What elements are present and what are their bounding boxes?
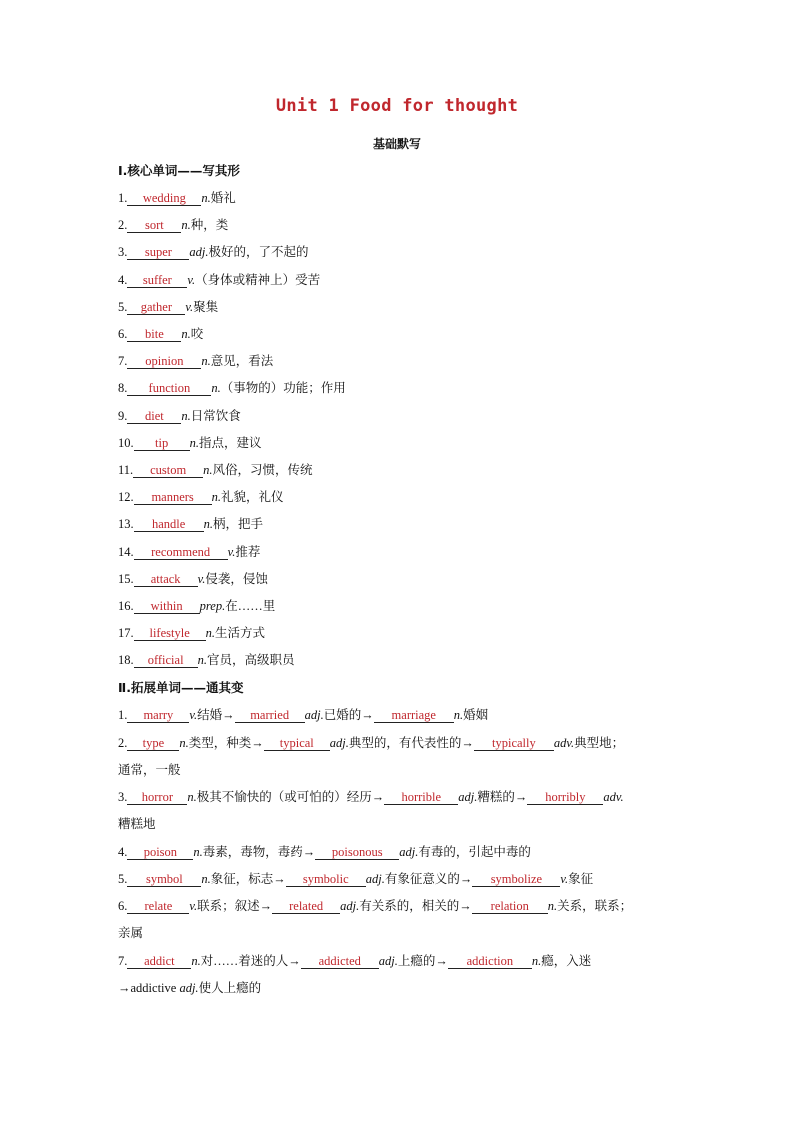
- core-word-item: [118, 324, 203, 342]
- definition: 极其不愉快的（或可怕的）经历→: [196, 790, 385, 804]
- core-word-item: [118, 650, 295, 668]
- part-of-speech: adj.: [179, 981, 199, 995]
- core-word-item: [118, 542, 260, 560]
- extended-item-1: [118, 705, 488, 723]
- definition: 极好的，了不起的: [208, 245, 309, 259]
- part-of-speech: n.: [201, 872, 211, 886]
- definition: 种，类: [190, 218, 229, 232]
- definition: 咬: [190, 327, 204, 341]
- definition: 关系，联系；: [557, 899, 633, 913]
- part-of-speech: n.: [193, 845, 203, 859]
- definition: 毒素，毒物，毒药→: [202, 845, 316, 859]
- part-of-speech: adv.: [603, 790, 624, 804]
- item-number: 6.: [118, 899, 128, 913]
- core-word-item: [118, 460, 313, 478]
- part-of-speech: n.: [181, 218, 191, 232]
- item-number: 14.: [118, 545, 134, 559]
- definition: 生活方式: [215, 626, 266, 640]
- answer-blank: diet: [127, 409, 181, 424]
- part-of-speech: adj.: [329, 736, 349, 750]
- core-word-item: [118, 514, 263, 532]
- answer-blank: handle: [134, 517, 204, 532]
- part-of-speech: v.: [560, 872, 569, 886]
- definition: 瘾，入迷: [541, 954, 592, 968]
- part-of-speech: adj.: [399, 845, 419, 859]
- answer-blank: addicted: [301, 954, 379, 969]
- extended-item-4: [118, 842, 531, 860]
- answer-blank: attack: [134, 572, 198, 587]
- answer-blank: typically: [474, 736, 554, 751]
- item-number: 9.: [118, 409, 128, 423]
- definition: 已婚的→: [323, 708, 374, 722]
- answer-blank: sort: [127, 218, 181, 233]
- answer-blank: horror: [127, 790, 187, 805]
- answer-blank: wedding: [127, 191, 201, 206]
- part-of-speech: adj.: [340, 899, 360, 913]
- extended-item-6: [118, 896, 632, 914]
- part-of-speech: n.: [191, 954, 201, 968]
- part-of-speech: adj.: [458, 790, 478, 804]
- part-of-speech: n.: [197, 653, 207, 667]
- part-of-speech: n.: [201, 354, 211, 368]
- part-of-speech: v.: [189, 899, 198, 913]
- part-of-speech: n.: [531, 954, 542, 968]
- part-of-speech: n.: [181, 409, 191, 423]
- core-word-item: [118, 242, 309, 260]
- extended-item-3: [118, 787, 624, 805]
- answer-blank: within: [134, 599, 200, 614]
- definition: 象征，标志→: [210, 872, 286, 886]
- part-of-speech: v.: [197, 572, 206, 586]
- answer-blank: poisonous: [315, 845, 399, 860]
- definition: 有毒的，引起中毒的: [418, 845, 531, 859]
- core-word-item: [118, 270, 320, 288]
- item-number: 8.: [118, 381, 128, 395]
- extended-item-3-continued: 糟糕地: [118, 817, 156, 831]
- extended-item-6-continued: 亲属: [118, 926, 144, 940]
- answer-blank: related: [272, 899, 340, 914]
- part-of-speech: adj.: [304, 708, 324, 722]
- item-number: 15.: [118, 572, 134, 586]
- item-number: 17.: [118, 626, 134, 640]
- core-word-item: [118, 406, 241, 424]
- part-of-speech: n.: [201, 191, 211, 205]
- item-number: 7.: [118, 354, 128, 368]
- part-of-speech: n.: [189, 436, 199, 450]
- answer-blank: tip: [134, 436, 190, 451]
- part-of-speech: n.: [187, 790, 197, 804]
- answer-blank: horrible: [384, 790, 458, 805]
- core-word-item: [118, 433, 262, 451]
- answer-blank: poison: [127, 845, 193, 860]
- definition: 婚姻: [463, 708, 489, 722]
- extended-item-5: [118, 869, 593, 887]
- definition: 对……着迷的人→: [200, 954, 301, 968]
- answer-blank: symbol: [127, 872, 201, 887]
- item-number: 16.: [118, 599, 134, 613]
- definition: 结婚→: [197, 708, 235, 722]
- core-word-item: [118, 215, 228, 233]
- answer-blank: suffer: [127, 273, 187, 288]
- answer-blank: super: [127, 245, 189, 260]
- item-number: 3.: [118, 790, 128, 804]
- answer-blank: addiction: [448, 954, 532, 969]
- core-word-item: [118, 378, 346, 396]
- answer-blank: marry: [127, 708, 189, 723]
- item-number: 10.: [118, 436, 134, 450]
- answer-blank: bite: [127, 327, 181, 342]
- page-title: Unit 1 Food for thought: [275, 96, 519, 116]
- item-number: 18.: [118, 653, 134, 667]
- definition: 柄，把手: [213, 517, 264, 531]
- item-number: 3.: [118, 245, 128, 259]
- definition: 礼貌，礼仪: [221, 490, 284, 504]
- definition: 糟糕的→: [477, 790, 528, 804]
- part-of-speech: n.: [203, 463, 213, 477]
- item-number: 4.: [118, 845, 128, 859]
- part-of-speech: n.: [547, 899, 558, 913]
- answer-blank: horribly: [527, 790, 603, 805]
- part-of-speech: n.: [203, 517, 213, 531]
- part-of-speech: v.: [227, 545, 236, 559]
- part-of-speech: adv.: [553, 736, 575, 750]
- answer-blank: symbolic: [286, 872, 366, 887]
- part-of-speech: n.: [205, 626, 215, 640]
- answer-blank: marriage: [374, 708, 454, 723]
- core-word-item: [118, 596, 275, 614]
- item-number: 13.: [118, 517, 134, 531]
- item-number: 2.: [118, 736, 128, 750]
- answer-blank: addict: [127, 954, 191, 969]
- part-of-speech: adj.: [189, 245, 209, 259]
- extended-item-7-continued: [118, 978, 261, 996]
- part-of-speech: v.: [189, 708, 198, 722]
- item-number: 4.: [118, 273, 128, 287]
- part-of-speech: n.: [181, 327, 191, 341]
- item-number: 5.: [118, 872, 128, 886]
- part-of-speech: n.: [453, 708, 464, 722]
- answer-blank: custom: [133, 463, 203, 478]
- definition: 官员，高级职员: [207, 653, 295, 667]
- definition: 上瘾的→: [397, 954, 448, 968]
- answer-blank: manners: [134, 490, 212, 505]
- definition: 聚集: [193, 300, 219, 314]
- definition: 典型地；: [574, 736, 625, 750]
- definition: 在……里: [225, 599, 276, 613]
- core-word-item: [118, 188, 236, 206]
- definition: 使人上瘾的: [198, 981, 262, 995]
- core-word-item: [118, 569, 268, 587]
- answer-blank: function: [127, 381, 211, 396]
- definition: 有关系的，相关的→: [359, 899, 472, 913]
- core-word-item: [118, 297, 218, 315]
- answer-blank: official: [134, 653, 198, 668]
- answer-blank: lifestyle: [134, 626, 206, 641]
- part-of-speech: n.: [179, 736, 189, 750]
- definition: 日常饮食: [190, 409, 241, 423]
- definition: （事物的）功能；作用: [220, 381, 346, 395]
- part-of-speech: prep.: [199, 599, 226, 613]
- part-of-speech: n.: [211, 490, 221, 504]
- core-word-item: [118, 623, 265, 641]
- definition: （身体或精神上）受苦: [195, 273, 321, 287]
- answer-blank: recommend: [134, 545, 228, 560]
- item-number: 11.: [118, 463, 134, 477]
- definition: 婚礼: [210, 191, 236, 205]
- answer-blank: type: [127, 736, 179, 751]
- definition: 联系；叙述→: [197, 899, 273, 913]
- answer-blank: opinion: [127, 354, 201, 369]
- part-of-speech: adj.: [378, 954, 398, 968]
- section-heading-extended-words: Ⅱ.拓展单词——通其变: [118, 680, 244, 695]
- answer-blank: relate: [127, 899, 189, 914]
- item-number: 7.: [118, 954, 128, 968]
- definition: 象征: [568, 872, 594, 886]
- extended-item-7: [118, 951, 591, 969]
- definition: 风俗，习惯，传统: [212, 463, 313, 477]
- extended-item-2-continued: 通常，一般: [118, 763, 181, 777]
- section-heading-core-words: Ⅰ.核心单词——写其形: [118, 163, 240, 178]
- item-number: 5.: [118, 300, 128, 314]
- definition: 推荐: [235, 545, 261, 559]
- part-of-speech: n.: [211, 381, 221, 395]
- core-word-item: [118, 487, 284, 505]
- answer-blank: typical: [264, 736, 330, 751]
- extended-item-2: [118, 733, 624, 751]
- definition: 类型，种类→: [188, 736, 264, 750]
- part-of-speech: v.: [187, 273, 196, 287]
- item-number: 6.: [118, 327, 128, 341]
- definition: 意见，看法: [210, 354, 274, 368]
- part-of-speech: v.: [185, 300, 194, 314]
- answer-blank: married: [235, 708, 305, 723]
- definition: 典型的，有代表性的→: [348, 736, 474, 750]
- derived-word: →addictive: [118, 981, 180, 995]
- item-number: 1.: [118, 708, 128, 722]
- page-subtitle: 基础默写: [372, 137, 421, 151]
- definition: 侵袭，侵蚀: [205, 572, 268, 586]
- item-number: 1.: [118, 191, 128, 205]
- part-of-speech: adj.: [365, 872, 385, 886]
- definition: 指点，建议: [199, 436, 262, 450]
- item-number: 2.: [118, 218, 128, 232]
- answer-blank: relation: [472, 899, 548, 914]
- core-word-item: [118, 351, 273, 369]
- item-number: 12.: [118, 490, 134, 504]
- definition: 有象征意义的→: [384, 872, 473, 886]
- answer-blank: gather: [127, 300, 185, 315]
- answer-blank: symbolize: [472, 872, 560, 887]
